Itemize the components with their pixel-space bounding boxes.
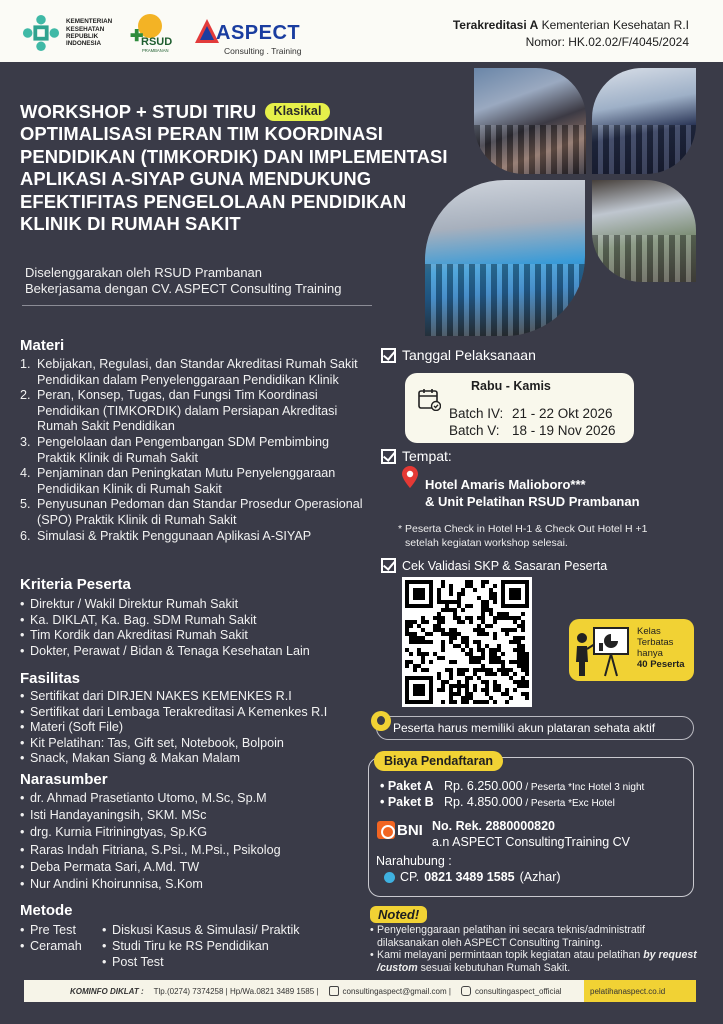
footer-website[interactable]: pelatihanaspect.co.id (584, 980, 696, 1002)
paket-b-label: • Paket B (380, 795, 434, 809)
noted-list (370, 924, 700, 974)
rsud-logo-sub: PRAMBANAN (142, 48, 169, 53)
noted-item (370, 949, 700, 974)
paket-a-price: Rp. 6.250.000 (444, 779, 523, 793)
photo-group-3 (425, 180, 585, 336)
cp-name: (Azhar) (519, 870, 561, 884)
divider (22, 305, 372, 306)
email-icon (329, 986, 339, 996)
materi-item: 6. Simulasi & Praktik Penggunaan Aplikasi A-SIYAP (20, 528, 312, 543)
kelas-line1: Kelas (637, 626, 661, 637)
narasumber-item: • Deba Permata Sari, A.Md. TW (20, 859, 370, 876)
rsud-cross-icon: ✚ (130, 28, 144, 45)
kriteria-item: • Tim Kordik dan Akreditasi Rumah Sakit (20, 628, 370, 644)
narasumber-item: • Raras Indah Fitriana, S.Psi., M.Psi., Psikolog (20, 842, 370, 859)
instagram-icon (461, 986, 471, 996)
bni-logo-text: BNI (397, 822, 423, 839)
paket-b-note: / Peserta *Exc Hotel (522, 798, 615, 809)
fasilitas-item: • Sertifikat dari Lembaga Terakreditasi A Kemenkes R.I (20, 705, 370, 721)
bni-logo-icon (377, 821, 395, 839)
kelas-terbatas-box (569, 619, 694, 681)
metode-heading: Metode (20, 902, 73, 919)
location-pin-icon (402, 466, 418, 488)
calendar-icon (417, 387, 441, 411)
schedule-heading-text: Tanggal Pelaksanaan (402, 347, 536, 363)
header-bar (0, 0, 723, 62)
schedule-days: Rabu - Kamis (471, 379, 551, 393)
venue-line1: Hotel Amaris Malioboro*** (425, 477, 586, 492)
bank-account-name: a.n ASPECT ConsultingTraining CV (432, 835, 631, 849)
title-rest: OPTIMALISASI PERAN TIM KOORDINASI PENDIDIKAN (TIMKORDIK) DAN IMPLEMENTASI APLIKASI A-SIYAP GUNA MENDUKUNG EFEKTIFITAS PENGELOLAAN PENDIDIKAN KLINIK DI RUMAH SAKIT (20, 123, 448, 235)
aspect-logo-sub: Consulting . Training (224, 46, 302, 56)
rsud-logo (126, 14, 174, 54)
kelas-line4: 40 Peserta (637, 659, 685, 670)
materi-item: 1. Kebijakan, Regulasi, dan Standar Akreditasi Rumah Sakit Pendidikan dalam Penyelenggaraan Pendidikan Klinik (20, 357, 358, 387)
accreditation-number: Nomor: HK.02.02/F/4045/2024 (525, 35, 689, 49)
bni-logo (377, 821, 427, 841)
title-line1: WORKSHOP + STUDI TIRU (20, 101, 257, 122)
narasumber-list (20, 790, 370, 893)
kriteria-heading: Kriteria Peserta (20, 576, 131, 593)
kelas-text (637, 626, 685, 670)
footer-phone[interactable]: Tlp.(0274) 7374258 | Hp/Wa.0821 3489 1585 | (153, 986, 319, 996)
cp-number[interactable]: 0821 3489 1585 (424, 870, 515, 884)
footer-instagram-text: consultingaspect_official (474, 986, 562, 996)
noted-tag: Noted! (370, 906, 427, 923)
page-title (20, 101, 460, 235)
materi-item: 3. Pengelolaan dan Pengembangan SDM Pembimbing Praktik Klinik di Rumah Sakit (20, 434, 329, 465)
narahubung-label: Narahubung : (376, 854, 452, 868)
photo-group-1 (474, 68, 586, 174)
accreditation-rest: Kementerian Kesehatan R.I (538, 18, 689, 32)
qr-code[interactable] (402, 577, 532, 707)
cp-label: CP. (400, 870, 420, 884)
paket-a-label: • Paket A (380, 779, 434, 793)
footer-email-text: consultingaspect@gmail.com | (342, 986, 451, 996)
schedule-box (405, 373, 634, 443)
fasilitas-heading: Fasilitas (20, 670, 81, 687)
narasumber-item: • dr. Ahmad Prasetianto Utomo, M.Sc, Sp.M (20, 790, 370, 807)
fasilitas-item: • Materi (Soft File) (20, 720, 370, 736)
footer-email[interactable] (324, 986, 456, 996)
narasumber-item: • Isti Handayaningsih, SKM. MSc (20, 807, 370, 824)
fasilitas-item: • Snack, Makan Siang & Makan Malam (20, 751, 370, 767)
accreditation-bold: Terakreditasi A (452, 18, 539, 32)
photo-group-2 (592, 68, 696, 174)
klasikal-badge: Klasikal (265, 103, 329, 121)
fasilitas-list (20, 689, 370, 767)
checkin-note (398, 522, 718, 550)
kriteria-list (20, 597, 370, 659)
materi-item: 5. Penyusunan Pedoman dan Standar Prosedur Operasional (SPO) Praktik Klinik di Rumah Sakit (20, 497, 363, 527)
paket-a-note: / Peserta *Inc Hotel 3 night (522, 782, 645, 793)
footer-instagram[interactable] (456, 986, 567, 996)
kriteria-item: • Direktur / Wakil Direktur Rumah Sakit (20, 597, 370, 613)
materi-heading: Materi (20, 337, 65, 354)
noted-item2-b: by request /custom (377, 949, 697, 974)
kriteria-item: • Dokter, Perawat / Bidan & Tenaga Kesehatan Lain (20, 644, 370, 660)
photo-group-4 (592, 180, 696, 282)
fasilitas-item: • Kit Pelatihan: Tas, Gift set, Notebook, Bolpoin (20, 736, 370, 752)
presentation-icon (572, 624, 632, 679)
footer-bar (24, 980, 696, 1002)
aspect-logo-name: ASPECT (216, 22, 301, 44)
validasi-text: Cek Validasi SKP & Sasaran Peserta (402, 558, 608, 573)
venue-line2: & Unit Pelatihan RSUD Prambanan (425, 494, 640, 509)
validasi-heading (381, 558, 607, 573)
organizer-info (25, 265, 342, 297)
batch-5: Batch V: 18 - 19 Nov 2026 (449, 423, 616, 438)
user-icon (371, 711, 391, 731)
metode-item: • Post Test (102, 954, 362, 970)
kriteria-item: • Ka. DIKLAT, Ka. Bag. SDM Rumah Sakit (20, 613, 370, 629)
metode-item: • Ceramah (20, 938, 110, 954)
schedule-heading (381, 347, 536, 363)
metode-item: • Diskusi Kasus & Simulasi/ Praktik (102, 922, 362, 938)
noted-item2-c: sesuai kebutuhan Rumah Sakit. (417, 961, 571, 974)
organizer-line1: Diselenggarakan oleh RSUD Prambanan (25, 265, 263, 280)
metode-item: • Studi Tiru ke RS Pendidikan (102, 938, 362, 954)
venue-text (425, 476, 640, 510)
noted-item: • Penyelenggaraan pelatihan ini secara teknis/administratif dilaksanakan oleh ASPECT Consulting Training. (370, 924, 700, 949)
materi-item: 2. Peran, Konsep, Tugas, dan Fungsi Tim Koordinasi Pendidikan (TIMKORDIK) dalam Persiapan Akreditasi Rumah Sakit Pendidikan (20, 388, 338, 434)
materi-item: 4. Penjaminan dan Peningkatan Mutu Penyelenggaraan Pendidikan Klinik di Rumah Sakit (20, 466, 336, 496)
narasumber-item: • drg. Kurnia Fitriningtyas, Sp.KG (20, 824, 370, 841)
footer-kominfo: KOMINFO DIKLAT : (70, 986, 144, 996)
bank-account (432, 818, 630, 850)
paket-a (380, 779, 644, 793)
contact-person[interactable] (384, 870, 561, 884)
kelas-line3: hanya (637, 648, 663, 659)
checkin-note-line2: setelah kegiatan workshop selesai. (405, 537, 568, 549)
plataran-note (376, 716, 694, 740)
organizer-line2: Bekerjasama dengan CV. ASPECT Consulting Training (25, 281, 342, 296)
metode-item: • Pre Test (20, 922, 110, 938)
checkbox-icon (381, 558, 396, 573)
kelas-line2: Terbatas (637, 637, 674, 648)
checkbox-icon (381, 348, 396, 363)
qr-code-icon (405, 580, 529, 704)
narasumber-item: • Nur Andini Khoirunnisa, S.Kom (20, 876, 370, 893)
rsud-logo-name: RSUD (141, 36, 173, 48)
biaya-tag: Biaya Pendaftaran (374, 751, 503, 771)
plataran-note-text: Peserta harus memiliki akun plataran sehata aktif (393, 721, 656, 735)
narasumber-heading: Narasumber (20, 771, 108, 788)
paket-b (380, 795, 615, 809)
phone-icon (384, 872, 395, 883)
venue-heading-text: Tempat: (402, 448, 452, 464)
batch-4: Batch IV: 21 - 22 Okt 2026 (449, 406, 613, 421)
noted-item2-a: Kami melayani permintaan topik kegiatan atau pelatihan (377, 949, 644, 962)
fasilitas-item: • Sertifikat dari DIRJEN NAKES KEMENKES R.I (20, 689, 370, 705)
materi-list (20, 357, 370, 544)
venue-heading (381, 448, 452, 464)
checkin-note-line1: * Peserta Check in Hotel H-1 & Check Out Hotel H +1 (398, 523, 648, 535)
checkbox-icon (381, 449, 396, 464)
bank-account-number: No. Rek. 2880000820 (432, 819, 556, 833)
paket-b-price: Rp. 4.850.000 (444, 795, 523, 809)
kemenkes-logo-text: KEMENTERIAN KESEHATAN REPUBLIK INDONESIA (66, 18, 113, 48)
kemenkes-logo (22, 14, 114, 52)
kemenkes-logo-icon (22, 14, 60, 52)
accreditation-info (453, 17, 689, 51)
